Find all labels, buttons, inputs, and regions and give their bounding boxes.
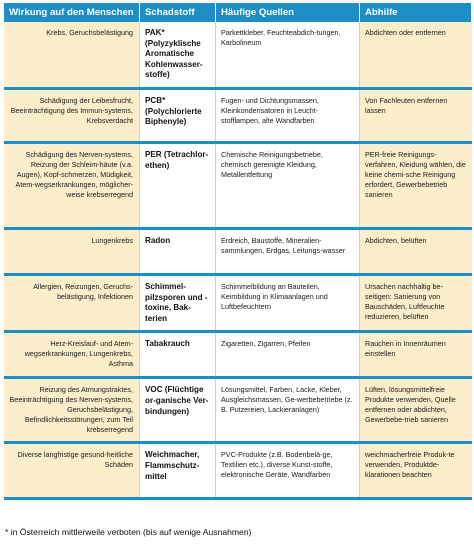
table-row xyxy=(4,378,472,443)
cell-remedy: Lüften, lösungsmittelfreie Produkte verwenden, Quelle entfernen oder abdichten, Gewerbebe-trieb sanieren xyxy=(360,378,472,443)
cell-sources: Lösungsmittel, Farben, Lacke, Kleber, Ausgleichsmassen, Ge-werbebetriebe (z. B. Putzereien, Lackieranlagen) xyxy=(216,378,360,443)
cell-effect: Lungenkrebs xyxy=(4,228,140,274)
table-row xyxy=(4,332,472,378)
cell-sources: PVC-Produkte (z.B. Bodenbelä-ge, Textilien etc.), diverse Kunst-stoffe, elektronische Geräte, Wandfarben xyxy=(216,443,360,499)
cell-substance: Radon xyxy=(140,228,216,274)
cell-effect: Diverse langfristige gesund-heitliche Schäden xyxy=(4,443,140,499)
cell-substance: Weichmacher, Flammschutz-mittel xyxy=(140,443,216,499)
cell-effect: Herz-Kreislauf- und Atem-wegserkrankungen, Lungenkrebs, Asthma xyxy=(4,332,140,378)
cell-sources: Zigaretten, Zigarren, Pfeifen xyxy=(216,332,360,378)
cell-sources: Schimmelbildung an Bauteilen, Keimbildung in Klimaanlagen und Luftbefeuchtern xyxy=(216,274,360,331)
footnote: * in Österreich mittlerweile verboten (bis auf wenige Ausnahmen) xyxy=(5,527,252,537)
cell-effect: Krebs, Geruchsbelästigung xyxy=(4,22,140,88)
cell-sources: Erdreich, Baustoffe, Mineralien-sammlungen, Erdgas, Leitungs-wasser xyxy=(216,228,360,274)
cell-substance: VOC (Flüchtige or-ganische Ver-bindungen) xyxy=(140,378,216,443)
cell-effect: Schädigung der Leibesfrucht, Beeinträchtigung des Immun-systems, Krebsverdacht xyxy=(4,88,140,142)
cell-sources: Chemische Reinigungsbetriebe, chemisch gereinigte Kleidung, Metallentfettung xyxy=(216,142,360,228)
table-row xyxy=(4,22,472,88)
cell-remedy: Ursachen nachhaltig be-seitigen: Sanierung von Bauschäden, Luftfeuchte reduzieren, belüften xyxy=(360,274,472,331)
cell-remedy: Abdichten oder entfernen xyxy=(360,22,472,88)
header-effect: Wirkung auf den Menschen xyxy=(4,3,140,22)
cell-substance: PCB* (Polychlorierte Biphenyle) xyxy=(140,88,216,142)
cell-remedy: PER-freie Reinigungs-verfahren, Kleidung wählen, die keine chemi-sche Reinigung erfordert, Gewerbebetrieb sanieren xyxy=(360,142,472,228)
table-row xyxy=(4,142,472,228)
table-row xyxy=(4,228,472,274)
cell-substance: PER (Tetrachlor-ethen) xyxy=(140,142,216,228)
cell-remedy: Von Fachleuten entfernen lassen xyxy=(360,88,472,142)
table-row xyxy=(4,88,472,142)
table-row xyxy=(4,274,472,331)
cell-sources: Parkettkleber, Feuchteabdich-tungen, Karbolineum xyxy=(216,22,360,88)
table-row xyxy=(4,443,472,499)
cell-remedy: weichmacherfreie Produk-te verwenden, Produktde-klarationen beachten xyxy=(360,443,472,499)
header-sources: Häufige Quellen xyxy=(216,3,360,22)
pollutant-table xyxy=(3,3,472,500)
header-remedy: Abhilfe xyxy=(360,3,472,22)
cell-remedy: Rauchen in Innenräumen einstellen xyxy=(360,332,472,378)
cell-effect: Allergien, Reizungen, Geruchs-belästigung, Infektionen xyxy=(4,274,140,331)
cell-remedy: Abdichten, belüften xyxy=(360,228,472,274)
cell-substance: Tabakrauch xyxy=(140,332,216,378)
header-substance: Schadstoff xyxy=(140,3,216,22)
pollutant-table-container xyxy=(3,3,471,500)
cell-effect: Reizung des Atmungstraktes, Beeinträchtigung des Nerven-systems, Geruchsbelästigung, Befindlichkeitsstörungen, zum Teil krebserregend xyxy=(4,378,140,443)
cell-sources: Fugen- und Dichtungsmassen, Kleinkondensatoren in Leucht-stofflampen, alte Wandfarben xyxy=(216,88,360,142)
cell-substance: Schimmel-pilzsporen und -toxine, Bak-terien xyxy=(140,274,216,331)
cell-effect: Schädigung des Nerven-systems, Reizung der Schleim-häute (v.a. Augen), Kopf-schmerzen, Müdigkeit, Atem-wegserkrankungen, möglicher-weise krebserregend xyxy=(4,142,140,228)
table-header-row xyxy=(4,3,472,22)
cell-substance: PAK* (Polyzyklische Aromatische Kohlenwasser-stoffe) xyxy=(140,22,216,88)
